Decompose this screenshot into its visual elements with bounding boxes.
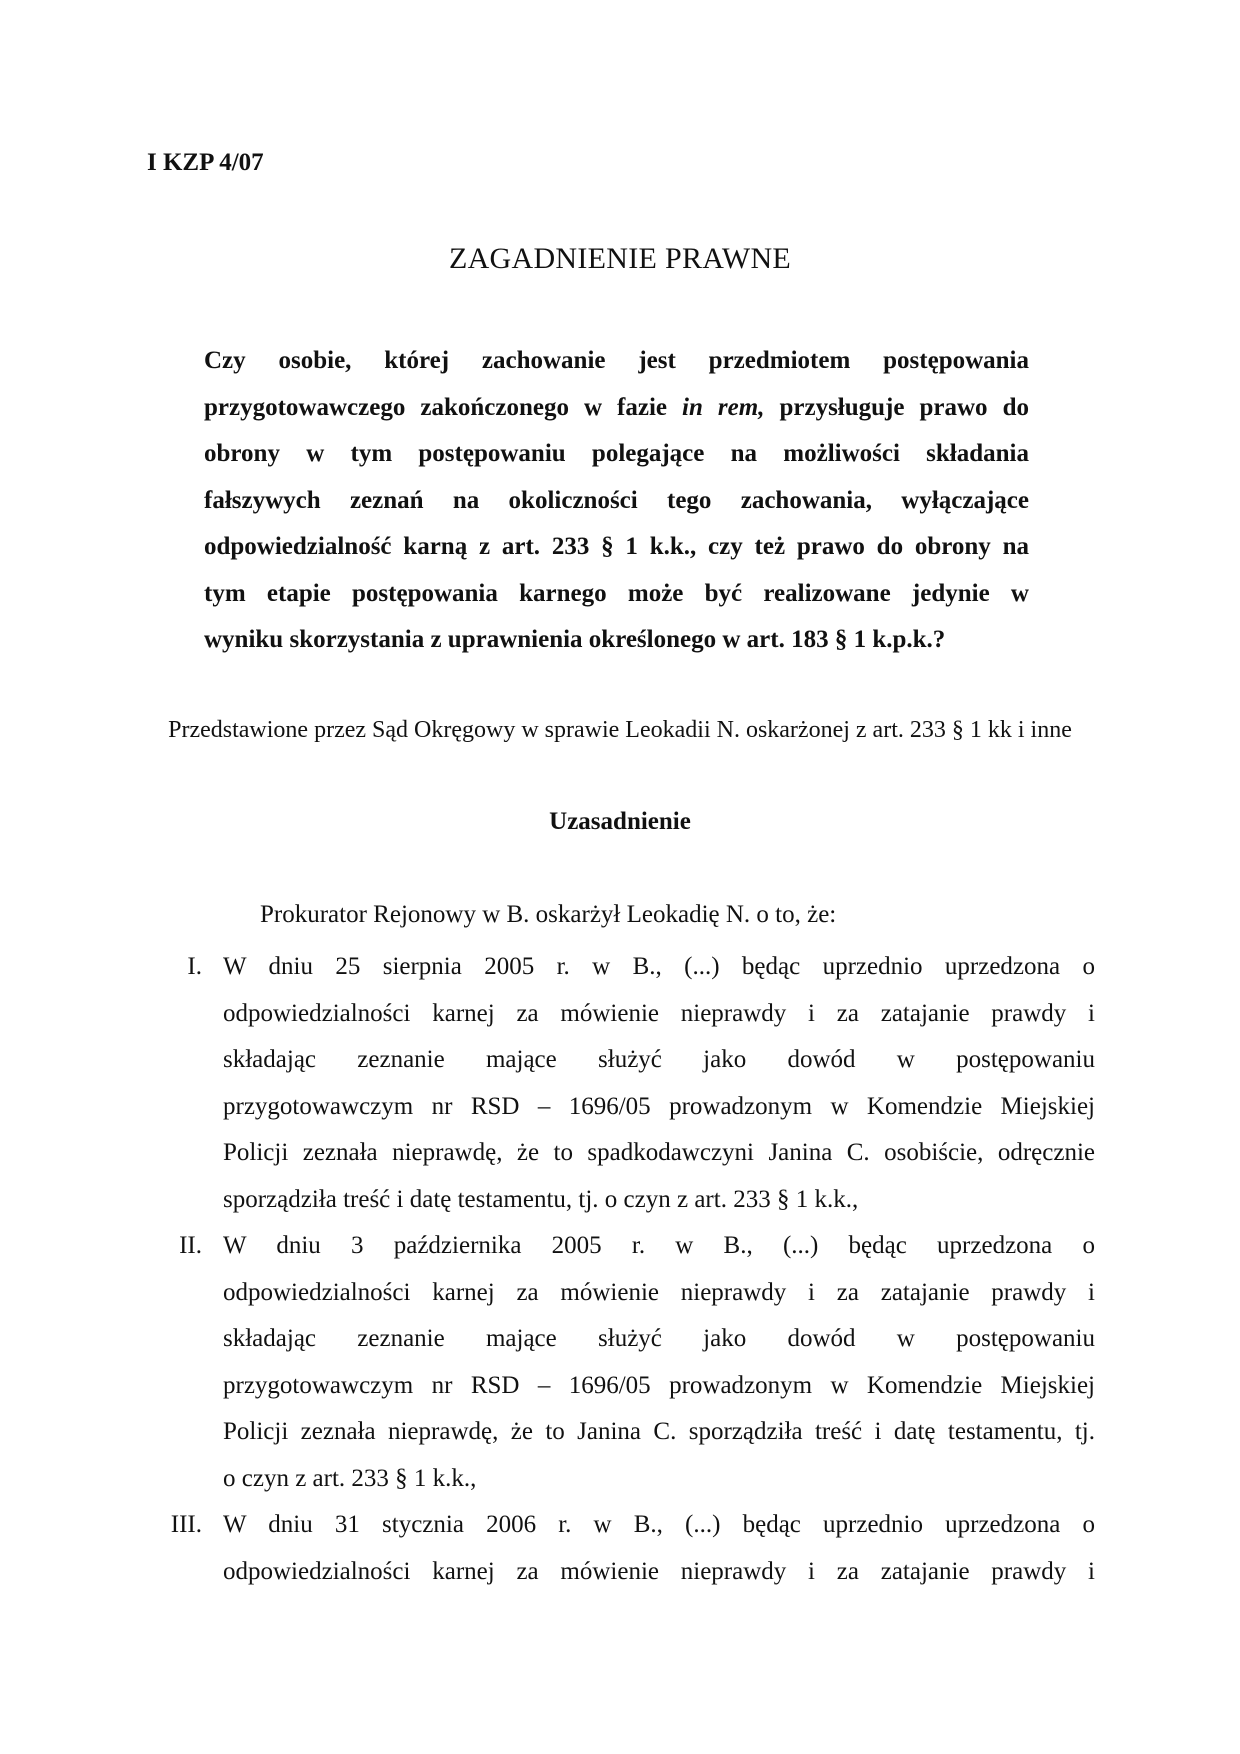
question-line [204, 385, 1029, 432]
question-line: odpowiedzialność karną z art. 233 § 1 k.k., czy też prawo do obrony na [204, 533, 1029, 560]
charge-item [150, 944, 1095, 1223]
legal-question [204, 338, 1029, 664]
charge-line: składając zeznanie mające służyć jako dowód w postępowaniu [223, 1046, 1095, 1073]
charge-line: odpowiedzialności karnej za mówienie nieprawdy i za zatajanie prawdy i [223, 1278, 1095, 1306]
charge-line: odpowiedzialności karnej za mówienie nieprawdy i za zatajanie prawdy i [223, 999, 1095, 1027]
charge-line: o czyn z art. 233 § 1 k.k., [223, 1464, 477, 1492]
charge-numeral: III. [170, 1511, 202, 1538]
charge-line: Policji zeznała nieprawdę, że to Janina C. sporządziła treść i datę testamentu, tj. [223, 1418, 1095, 1445]
charge-line: Policji zeznała nieprawdę, że to spadkodawczyni Janina C. osobiście, odręcznie [223, 1139, 1095, 1166]
charge-line: odpowiedzialności karnej za mówienie nieprawdy i za zatajanie prawdy i [223, 1557, 1095, 1585]
charge-line: W dniu 31 stycznia 2006 r. w B., (...) będąc uprzednio uprzedzona o [223, 1511, 1095, 1538]
question-line-text: przygotowawczego zakończonego w fazie [204, 393, 683, 421]
charge-line: przygotowawczym nr RSD – 1696/05 prowadzonym w Komendzie Miejskiej [223, 1371, 1095, 1399]
charge-item [150, 1223, 1095, 1502]
charge-item [150, 1502, 1095, 1595]
question-line: obrony w tym postępowaniu polegające na możliwości składania [204, 440, 1029, 467]
question-line-text: przysługuje prawo do [764, 393, 1029, 421]
charges-list [150, 944, 1095, 1595]
indictment-intro: Prokurator Rejonowy w B. oskarżył Leokadię N. o to, że: [260, 901, 837, 928]
question-italic-term: in rem, [682, 393, 765, 421]
submitted-by: Przedstawione przez Sąd Okręgowy w sprawie Leokadii N. oskarżonej z art. 233 § 1 kk i inne [168, 717, 1072, 743]
charge-line: sporządziła treść i datę testamentu, tj. o czyn z art. 233 § 1 k.k., [223, 1185, 859, 1213]
question-line: fałszywych zeznań na okoliczności tego zachowania, wyłączające [204, 486, 1029, 514]
question-line: Czy osobie, której zachowanie jest przedmiotem postępowania [204, 347, 1029, 374]
justification-heading: Uzasadnienie [549, 808, 691, 835]
question-line: tym etapie postępowania karnego może być realizowane jedynie w [204, 579, 1029, 607]
document-title: ZAGADNIENIE PRAWNE [448, 242, 792, 275]
charge-line: przygotowawczym nr RSD – 1696/05 prowadzonym w Komendzie Miejskiej [223, 1092, 1095, 1120]
question-line: wyniku skorzystania z uprawnienia określonego w art. 183 § 1 k.p.k.? [204, 626, 946, 653]
charge-numeral: I. [187, 953, 202, 980]
charge-numeral: II. [179, 1232, 202, 1259]
charge-line: W dniu 3 października 2005 r. w B., (...) będąc uprzedzona o [223, 1232, 1095, 1259]
charge-line: składając zeznanie mające służyć jako dowód w postępowaniu [223, 1325, 1095, 1352]
case-number: I KZP 4/07 [147, 149, 264, 176]
charge-line: W dniu 25 sierpnia 2005 r. w B., (...) będąc uprzednio uprzedzona o [223, 953, 1095, 980]
